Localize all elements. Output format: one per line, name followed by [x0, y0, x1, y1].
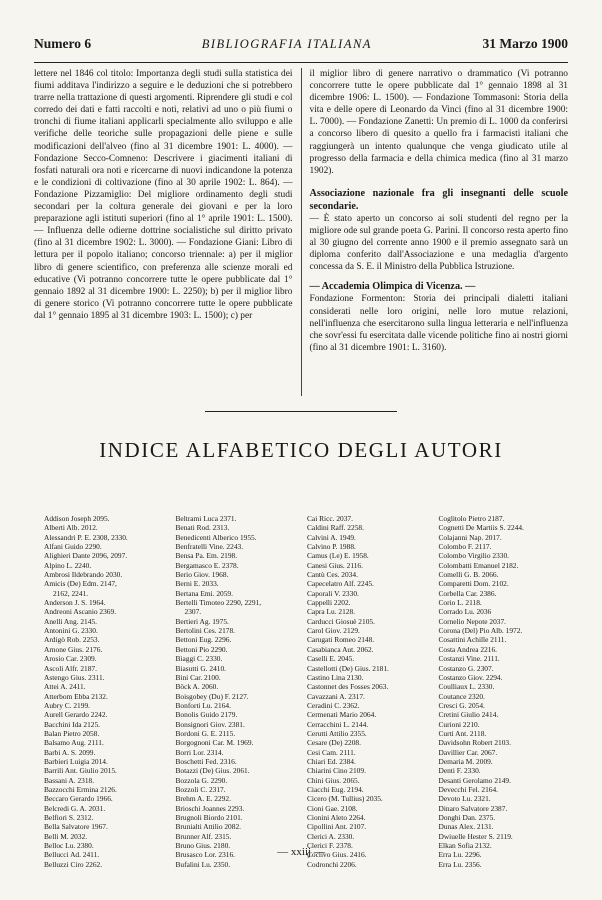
index-entry: Costa Andrea 2216. [438, 644, 498, 654]
index-entry: Corio L. 2118. [438, 598, 482, 608]
index-entry: Cantù Ces. 2034. [307, 570, 358, 580]
index-entry: Dinaro Salvatore 2387. [438, 803, 508, 813]
index-title: INDICE ALFABETICO DEGLI AUTORI [99, 438, 503, 462]
index-entry: Cionini Aleto 2264. [307, 813, 366, 822]
index-entry: Cerutti Attilio 2355. [307, 728, 367, 738]
index-entry: Benati Rod. 2313. [175, 523, 230, 533]
index-entry: Costanzi Vine. 2111. [438, 654, 500, 664]
index-entry: Bruno Gius. 2180. [175, 841, 231, 851]
index-entry: Capecelatro Alf. 2245. [307, 579, 374, 589]
index-entry: Costanzo G. 2307. [438, 663, 494, 673]
index-entry: 2162, 2241. [53, 588, 89, 598]
index-entry: Clerici A. 2330. [307, 831, 355, 841]
index-entry: Cerracchini L. 2144. [307, 719, 369, 729]
index-entry: Cornelio Nepote 2037. [438, 616, 507, 626]
page-number: — xxiij — [277, 846, 325, 858]
index-entry: Brioschi Joannes 2293. [175, 803, 245, 813]
index-entry: Belfiori S. 2312. [44, 813, 94, 822]
index-entry: Dunas Alex. 2131. [438, 822, 494, 832]
index-entry: Attei A. 2411. [44, 682, 86, 692]
index-entry: Ardigò Rob. 2253. [44, 635, 100, 645]
index-entry: Bellucci Ad. 2411. [44, 850, 100, 860]
index-entry: Böck A. 2060. [175, 682, 219, 692]
index-entry: Cesare (De) 2208. [307, 738, 361, 748]
index-entry: Cresci G. 2054. [438, 700, 485, 710]
index-entry: Bertelli Timoteo 2290, 2291, [175, 598, 262, 608]
index-entry: Biasutti G. 2410. [175, 663, 227, 673]
index-entry: Addison Joseph 2095. [44, 514, 110, 523]
index-entry: Brugnoli Biordo 2101. [175, 813, 243, 822]
index-entry: Corona (Del) Pio Alb. 1972. [438, 626, 523, 636]
index-entry: Devoto Lu. 2321. [438, 794, 491, 804]
section-heading: — Accademia Olimpica di Vicenza. — [309, 281, 476, 293]
index-entry: Colombo Virgilio 2330. [438, 551, 510, 561]
index-entry: Curti Ant. 2118. [438, 728, 487, 738]
index-entry: Bettoni Pio 2290. [175, 644, 228, 654]
index-entry: Amicis (De) Edm. 2147, [44, 579, 117, 589]
index-entry: Bazzocchi Ermina 2126. [44, 784, 117, 794]
index-entry: Bufalini Lu. 2350. [175, 859, 231, 869]
index-entry: Capra Lu. 2128. [307, 607, 356, 617]
index-entry: Bozzoli C. 2317. [175, 784, 226, 794]
index-entry: Boisgobey (Du) F. 2127. [175, 691, 249, 701]
index-entry: Anelli Ang. 2145. [44, 616, 97, 626]
index-entry: Corbella Car. 2386. [438, 588, 497, 598]
index-entry: Aurell Gerardo 2242. [44, 710, 108, 720]
index-entry: Brunialti Attilio 2082. [175, 822, 241, 832]
index-column [307, 514, 433, 869]
index-entry: Devecchi Fel. 2164. [438, 784, 499, 794]
index-entry: Bassani A. 2318. [44, 775, 95, 785]
index-entry: Colombo F. 2117. [438, 542, 492, 552]
index-entry: Alpino L. 2240. [44, 560, 92, 570]
index-entry: Carugati Romeo 2148. [307, 635, 375, 645]
index-entry: Botazzi (De) Gius. 2061. [175, 766, 250, 776]
index-entry: Brehm A. E. 2292. [175, 794, 231, 804]
index-entry: Davillier Car. 2067. [438, 747, 498, 757]
index-entry: Andreoni Ascanio 2369. [44, 607, 117, 617]
index-entry: Chiarini Cino 2109. [307, 766, 366, 776]
index-entry: Astengo Gius. 2311. [44, 672, 105, 682]
index-entry: Brunner Alf. 2315. [175, 831, 232, 841]
index-entry: Borgognoni Car. M. 1969. [175, 738, 254, 748]
index-entry: Codronchi 2206. [307, 859, 357, 869]
index-entry: Atterbom Ebba 2132. [44, 691, 108, 701]
index-entry: Ambrosi Ildebrando 2030. [44, 570, 123, 580]
index-entry: Calvini A. 1949. [307, 532, 356, 542]
header-rule [34, 62, 568, 63]
index-entry: Denti F. 2330. [438, 766, 481, 776]
index-entry: Belli M. 2032. [44, 831, 88, 841]
index-entry: Carol Giov. 2129. [307, 626, 360, 636]
index-entry: Cipollini Ant. 2107. [307, 822, 367, 832]
text-columns [34, 68, 568, 396]
index-entry: Anderson J. S. 1964. [44, 598, 106, 608]
text-column-left [34, 68, 293, 396]
index-entry: Bonolis Guido 2179. [175, 710, 238, 720]
index-entry: Canesi Gius. 2116. [307, 560, 363, 570]
index-entry: Alfani Guido 2290. [44, 542, 102, 552]
index-column [438, 514, 565, 869]
index-entry: Camus (Le) E. 1958. [307, 551, 369, 561]
index-entry: Barbi A. S. 2099. [44, 747, 96, 757]
index-entry: Bini Car. 2100. [175, 672, 221, 682]
index-entry: Aubry C. 2199. [44, 700, 90, 710]
index-entry: Antonini G. 2330. [44, 626, 98, 636]
index-entry: Costanzo Giov. 2294. [438, 672, 503, 682]
index-entry: Brusasco Lor. 2316. [175, 850, 236, 860]
index-entry: Alberti Alb. 2012. [44, 523, 98, 533]
text-column-right [301, 68, 569, 396]
index-entry: Bergamasco E. 2378. [175, 560, 239, 570]
issue-number: Numero 6 [34, 36, 92, 51]
index-entry: Beccaro Gerardo 1966. [44, 794, 113, 804]
index-entry: Berio Giov. 1968. [175, 570, 229, 580]
index-entry: Boschetti Fed. 2316. [175, 756, 237, 766]
index-entry: Chiari Ed. 2384. [307, 756, 356, 766]
index-entry: 2307. [184, 607, 202, 617]
index-entry: Colajanni Nap. 2017. [438, 532, 502, 542]
index-entry: Beltrami Luca 2371. [175, 514, 237, 523]
paragraph: Fondazione Formenton: Storia dei principali dialetti italiani considerati nelle loro origini, nelle loro mutue relazioni, nell'influenza che esercitarono sulla lingua letteraria e nell'influenza che sovr'essi fu esercitata dalle vicende politiche fino ai nostri giorni (fino al 31 dicembre 1901: L. 3160). [309, 294, 568, 353]
index-entry: Casabianca Aut. 2062. [307, 644, 374, 654]
paragraph: il miglior libro di genere narrativo o drammatico (Vi potranno concorrere tutte le opere pubblicate dal 1° gennaio 1898 al 31 dicembre 1906: L. 1500). — Fondazione Tommasoni: Storia della vita e delle opere di Leonardo da Vinci (fino al 31 dicembre 1900: L. 7000). — Fondazione Zanetti: Un premio di L. 1000 da conferirsi a concorso libero di quesito a quello fra i farmacisti italiani che raggiungerà un intento qualunque che venga giudicato utile al progresso della farmacia e della chimica medica (fino al 31 marzo 1902). [309, 69, 568, 176]
index-entry: Castino Lina 2130. [307, 672, 364, 682]
index-entry: Belluzzi Ciro 2262. [44, 859, 103, 869]
issue-date: 31 Marzo 1900 [482, 36, 568, 51]
page-header [34, 36, 568, 56]
index-entry: Coulliaux L. 2330. [438, 682, 495, 692]
index-entry: Caldini Raff. 2258. [307, 523, 364, 533]
index-entry: Arosio Car. 2309. [44, 654, 97, 664]
index-entry: Bonsignori Giov. 2381. [175, 719, 245, 729]
section-heading: Associazione nazionale fra gli insegnanti delle scuole secondarie. [309, 187, 568, 212]
index-entry: Barrili Ant. Giulio 2015. [44, 766, 117, 776]
index-entry: Bensa Pa. Em. 2198. [175, 551, 238, 561]
index-entry: Ciacchi Eug. 2194. [307, 784, 364, 794]
index-entry: Cesi Cam. 2111. [307, 747, 356, 757]
index-entry: Donghi Dan. 2375. [438, 813, 496, 822]
index-entry: Ascoli Alfr. 2187. [44, 663, 97, 673]
index-entry: Benedicenti Alberico 1955. [175, 532, 257, 542]
index-entry: Cioni Gae. 2108. [307, 803, 358, 813]
index-entry: Arnone Gius. 2176. [44, 644, 103, 654]
journal-title: BIBLIOGRAFIA ITALIANA [201, 37, 372, 51]
index-entry: Bettoni Eug. 2296. [175, 635, 232, 645]
index-entry: Clerici F. 2378. [307, 841, 353, 851]
index-entry: Belcredi G. A. 2031. [44, 803, 106, 813]
index-entry: Dwiuelle Hester S. 2119. [438, 831, 513, 841]
index-entry: Cavazzani A. 2317. [307, 691, 365, 701]
index-entry: Benfratelli Vine. 2243. [175, 542, 244, 552]
index-entry: Alessandri P. E. 2308, 2330. [44, 532, 128, 542]
paragraph: — È stato aperto un concorso ai soli studenti del regno per la migliore ode sul grande poeta G. Parini. Il concorso resta aperto fino al 30 giugno del corrente anno 1900 e il premio assegnato sarà un diploma conferito dall'Associazione e una medaglia d'argento concessa da S. E. il Ministro della Pubblica Istruzione. [309, 213, 568, 273]
index-entry: Coglitolo Pietro 2187. [438, 514, 505, 523]
index-entry: Curioni 2210. [438, 719, 480, 729]
index-entry: Cai Ricc. 2037. [307, 514, 353, 523]
section-divider [205, 411, 397, 412]
index-entry: Elkan Sofia 2132. [438, 841, 492, 851]
index-entry: Castellotti (De) Gius. 2181. [307, 663, 389, 673]
index-entry: Caporali V. 2330. [307, 588, 359, 598]
index-entry: Bordoni G. E. 2115. [175, 728, 236, 738]
index-entry: Bella Salvatore 1967. [44, 822, 108, 832]
index-entry: Cosattini Achille 2111. [438, 635, 507, 645]
index-entry: Caselli E. 2045. [307, 654, 355, 664]
index-entry: Chini Gius. 2065. [307, 775, 360, 785]
index-entry: Belloc Lu. 2380. [44, 841, 94, 851]
index-entry: Bozzola G. 2290. [175, 775, 228, 785]
index-entry: Borri Lor. 2314. [175, 747, 224, 757]
index-entry: Berni E. 2033. [175, 579, 219, 589]
index-entry: Erra Lu. 2356. [438, 859, 482, 869]
index-entry: Demaria M. 2009. [438, 756, 493, 766]
index-entry: Corrado Lu. 2036 [438, 607, 492, 617]
index-entry: Biaggi C. 2330. [175, 654, 223, 664]
index-entry: Cermenati Mario 2064. [307, 710, 377, 720]
index-entry: Cicero (M. Tullius) 2035. [307, 794, 383, 804]
index-entry: Bonforti Lu. 2164. [175, 700, 231, 710]
index-entry: Davidsohn Robert 2103. [438, 738, 511, 748]
index-entry: Calvino P. 1988. [307, 542, 356, 552]
index-entry: Comparetti Dom. 2102. [438, 579, 509, 589]
index-entry: Carducci Giosuè 2105. [307, 616, 375, 626]
index-entry: Cognetti De Martiis S. 2244. [438, 523, 524, 533]
index-entry: Colombatti Emanuel 2182. [438, 560, 519, 570]
index-entry: Balsamo Aug. 2111. [44, 738, 104, 748]
index-entry: Coutance 2320. [438, 691, 485, 701]
index-entry: Bacchini Ida 2125. [44, 719, 101, 729]
index-entry: Barbieri Luigia 2014. [44, 756, 108, 766]
index-entry: Bertolini Ces. 2178. [175, 626, 236, 636]
index-entry: Cretini Giulio 2414. [438, 710, 499, 720]
index-entry: Cappelli 2202. [307, 598, 351, 608]
index-column [44, 514, 170, 869]
index-entry: Ceradini C. 2362. [307, 700, 360, 710]
paragraph: lettere nel 1846 col titolo: Importanza degli studi sulla statistica dei fiumi additava l'indirizzo a seguire e le deduzioni che si potrebbero trarre nella trattazione di questi argomenti. Riprendere gli studi e col corredo dei dati e fatti raccolti e noti, relativi ad uno o più fiumi o tronchi di fiume italiani applicarli specialmente allo sviluppo e alle verifiche delle teoriche sulle propagazioni delle piene e sulle modificazioni dell'alveo (fino al 31 dicembre 1901: L. 4000). — Fondazione Secco-Comneno: Descrivere i giacimenti italiani di fosfati naturali ora noti e ricercarne di nuovi indicandone la potenza e le condizioni di coltivazione (fino al 30 aprile 1902: L. 864). — Fondazione Pizzamiglio: Del migliore ordinamento degli studi secondari per la coltura generale dei giovani e per la loro preparazione agli istituti superiori (fino al 1° aprile 1901: L. 1500). — Influenza delle odierne dottrine socialistiche sul diritto privato (fino al 31 dicembre 1902: L. 3000). — Fondazione Giani: Libro di lettura per il popolo italiano; concorso triennale: a) per il miglior libro di genere scientifico, con preferenza alle scienze morali ed educative (Vi potranno concorrere tutte le opere pubblicate dal 1° gennaio 1892 al 31 dicembre 1900: L. 2250); b) per il miglior libro di genere storico (Vi potranno concorrere tutte le opere pubblicate dal 1° gennaio 1895 al 31 dicembre 1903: L. 1500); c) per [34, 69, 293, 321]
index-entry: Bertana Emi. 2059. [175, 588, 233, 598]
index-entry: Coclivo Gius. 2416. [307, 850, 367, 860]
index-entry: Balan Pietro 2058. [44, 728, 100, 738]
index-entry: Desanti Gerolamo 2149. [438, 775, 511, 785]
index-entry: Castonnet des Fosses 2063. [307, 682, 389, 692]
index-entry: Comelli G. B. 2066. [438, 570, 499, 580]
index-entry: Bertieri Ag. 1975. [175, 616, 229, 626]
index-entry: Erra Lu. 2296. [438, 850, 482, 860]
index-entry: Alighieri Dante 2096, 2097. [44, 551, 128, 561]
